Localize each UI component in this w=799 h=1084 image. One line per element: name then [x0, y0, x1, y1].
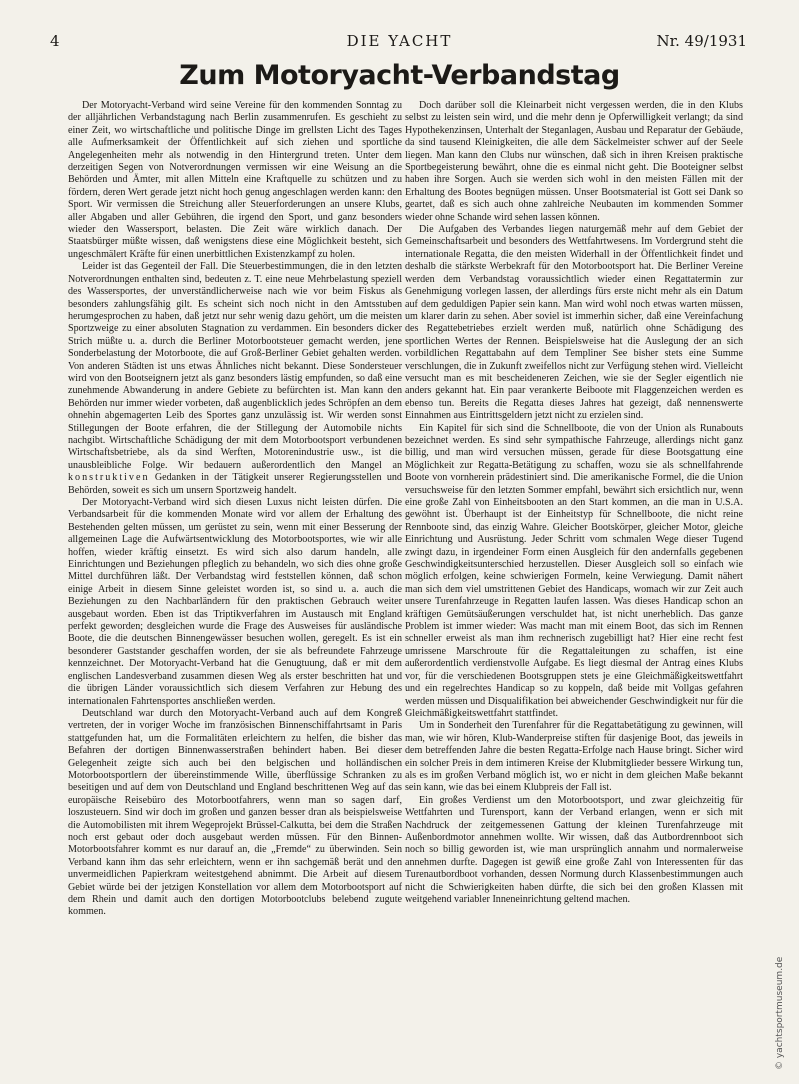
paragraph: Leider ist das Gegenteil der Fall. Die Steuerbestimmungen, die in den letzten Notverordnungen enthalten sind, bedeuten z. T. eine neue Mehrbelastung speziell des Wassersportes, der unverständlicherweise nach wie vor beim Fiskus als besonders zahlungsfähig gilt. Es scheint sich noch nicht in den Amtsstuben herumgesprochen zu haben, daß jetzt nur sehr wenig dazu gehört, um die meisten Sportzweige zu einer absoluten Stagnation zu verdammen. Ein besonders dicker Strich müßte u. a. durch die Berliner Motorbootsteuer gemacht werden, jene Sonderbelastung der Motorboote, die auf Groß-Berliner Gebiet gehalten werden. Von anderen Städten ist uns etwas Ähnliches nicht bekannt. Diese Sondersteuer wird von den Bootseignern jetzt als ganz besonders lästig empfunden, so daß eine zunehmende Abwanderung in andere Gebiete zu befürchten ist. Man kann den Behörden nur immer wieder vorbeten, daß augenblicklich jedes Schröpfen an dem ohnehin abgemagerten Leib des Sportes ganz unzulässig ist. Wir werden sonst Stillegungen der Boote erfahren, die der Stillegung der Automobile nichts nachgibt. Wirtschaftliche Schädigung der mit dem Motorbootsport verbundenen Wirtschaftsbetriebe, als da sind Werften, Motorenindustrie usw., ist die unausbleibliche Folge. Wir bedauern außerordentlich den Mangel an konstruktiven Gedanken in der Tätigkeit unserer Regierungsstellen und Behörden, soweit es sich um unsern Sportzweig handelt. — [68, 261, 402, 496]
paragraph: Ein großes Verdienst um den Motorbootsport, und zwar gleichzeitig für Wettfahrten und Turensport, kann der Verband erlangen, wenn er sich mit Nachdruck der zeitgemessenen Gattung der kleinen Turenfahrzeuge mit Außenbordmotor annehmen wollte. Wir wissen, daß das Autbordrennboot sich noch so billig geworden ist, wie man ursprünglich annahm und normalerweise annehmen durfte. Dagegen ist gewiß eine große Zahl von Interessenten für das Turenautbordboot vorhanden, dessen Normung durch Klassenbestimmungen auch nicht die Schwierigkeiten haben dürfte, die sich bei den großen Klassen mit weitgehend variabler Inneneinrichtung geltend machen. — [405, 794, 743, 905]
spaced-word: konstruktiven — [68, 472, 150, 484]
issue-number: Nr. 49/1931 — [656, 32, 747, 50]
page-number: 4 — [50, 32, 60, 50]
paragraph: Doch darüber soll die Kleinarbeit nicht vergessen werden, die in den Klubs selbst zu leisten sein wird, und die mehr denn je Opferwilligkeit verlangt; da sind Hypothekenzinsen, Unterhalt der Steganlagen, Ausbau und Reparatur der Gebäude, da sind tausend Kleinigkeiten, die alle dem Säckelmeister schwer auf der Seele liegen. Man kann den Clubs nur wünschen, daß sich in ihren Kreisen praktische Sportbegeisterung bewährt, ohne die es einmal nicht geht. Die Booteigner selbst haben ihre Sorgen. Auch sie werden sich wohl in den meisten Fällen mit der Erhaltung des Bootes begnügen müssen. Unser Bootsmaterial ist Gott sei Dank so geartet, daß es sich auch ohne zahlreiche Neubauten im kommenden Sommer wieder ohne Schande wird sehen lassen können. — [405, 100, 743, 223]
paragraph: Der Motoryacht-Verband wird seine Vereine für den kommenden Sonntag zu der alljährlichen Verbandstagung nach Berlin zusammenrufen. Es geschieht zu einer Zeit, wo wirtschaftliche und politische Dinge im grellsten Licht des Tages alle Aufmerksamkeit der Öffentlichkeit auf sich ziehen und sportliche Angelegenheiten mehr als notwendig in den Hintergrund treten. Unter dem derzeitigen Segen von Notverordnungen vermissen wir eine Weisung an die Behörden und Ämter, mit allen Mitteln eine Kraftquelle zu schützen und zu fördern, deren Wert gerade jetzt nicht hoch genug angeschlagen werden kann: den Sport. Wir vermissen die Streichung aller Steuerforderungen an unsere Klubs, aller Abgaben und aller Gebühren, die irgend den Sport, und ganz besonders wieder den Wassersport, belasten. Die Zeit wäre wirklich danach. Der Staatsbürger müßte wissen, daß wenigstens diese eine Möglichkeit besteht, sich ungeschmälert Kräfte für einen unerbittlichen Existenzkampf zu holen. — [68, 100, 402, 260]
right-column — [405, 100, 743, 906]
article-title: Zum Motoryacht-Verbandstag — [179, 60, 620, 91]
watermark: © yachtsportmuseum.de — [775, 956, 785, 1070]
paragraph: Deutschland war durch den Motoryacht-Verband auch auf dem Kongreß vertreten, der in voriger Woche im französischen Binnenschiffahrtsamt in Paris stattgefunden hat, um die Formalitäten erleichtern zu helfen, die bisher das Befahren der dortigen Binnenwasserstraßen behindert haben. Bei dieser Gelegenheit zeigte sich auch bei den belgischen und holländischen Motorbootsportlern der übereinstimmende Wille, überflüssige Schranken zu beseitigen und auf dem von Deutschland und England beschrittenen Weg auf das europäische Reisebüro des Motorbootfahrers, wenn man so sagen darf, loszusteuern. Sind wir doch im großen und ganzen besser dran als beispielsweise die Automobilisten mit ihrem Wegeprojekt Brüssel-Calkutta, bei dem die Straßen noch erst gebaut oder doch ausgebaut werden müssen. Für den Binnen-Motorbootsfahrer kommt es nur darauf an, die „Fremde“ zu überwinden. Sein Verband kann ihm das sehr erleichtern, wenn er ihn sachgemäß berät und den unvermeidlichen Papierkram weitestgehend abnimmt. Die Arbeit auf diesem Gebiet würde bei der jetzigen Konstellation vor allem dem Motorbootsport auf dem Rhein und damit auch den dortigen Motorbootclubs belebend zugute kommen. — [68, 707, 402, 918]
magazine-name: DIE YACHT — [346, 32, 453, 50]
paragraph: Die Aufgaben des Verbandes liegen naturgemäß mehr auf dem Gebiet der Gemeinschaftsarbeit und besonders des Wettfahrtwesens. Im Vordergrund steht die internationale Regatta, die den meisten Widerhall in der Öffentlichkeit findet und deshalb die stärkste Werbekraft für den Motorbootsport hat. Die Berliner Vereine werden dem Verbandstag voraussichtlich wieder einen Regattatermin zur Genehmigung vorlegen lassen, der allerdings fürs erste nicht mehr als ein Datum auf dem geduldigen Papier sein kann. Man wird wohl noch etwas warten müssen, um klarer darin zu sehen. Aber soviel ist immerhin sicher, daß eine Vereinfachung des Regattebetriebes erzielt werden muß, natürlich ohne Schädigung des sportlichen Wertes der Rennen. Beispielsweise hat die Auslegung der an sich vorbildlichen Regattabahn auf dem Templiner See bisher stets eine Summe verschlungen, die in Zukunft zweifellos nicht zur Verfügung stehen wird. Vielleicht versucht man es mit bescheideneren Zeichen, wie sie der Segler eigentlich nie anders gekannt hat. Ein paar verankerte Beiboote mit Flaggenzeichen werden es ebenso tun. Bereits die Regatta dieses Jahres hat gezeigt, daß nennenswerte Einnahmen aus Eintrittsgeldern jetzt nicht zu erzielen sind. — [405, 224, 743, 422]
paragraph: Ein Kapitel für sich sind die Schnellboote, die von der Union als Runabouts bezeichnet werden. Es sind sehr sympathische Fahrzeuge, allerdings nicht ganz billig, und man wird versuchen müssen, gerade für diese Bootsgattung eine Möglichkeit zur Regatta-Betätigung zu schaffen, wozu sie als schnellfahrende Boote von vornherein prädestiniert sind. Die amerikanische Formel, die die Union versuchsweise für den letzten Sommer empfahl, bewährt sich ersichtlich nur, wenn eine große Zahl von Einheitsbooten an den Start kommen, an die man in U.S.A. gewöhnt ist. Überhaupt ist der Einheitstyp für Schnellboote, die nicht reine Rennboote sind, das einzig Wahre. Gleicher Bootskörper, gleicher Motor, gleiche Einrichtung und Ausrüstung. Jeder Schritt vom schmalen Wege dieser Tugend zwingt dazu, in irgendeiner Form einen Ausgleich für den andernfalls gegebenen Geschwindigkeitsunterschied herzustellen. Dieser Ausgleich soll so einfach wie möglich erfolgen, keine schwierigen Formeln, keine Verwiegung. Damit nähert man sich dem viel umstrittenen Gebiet des Handicaps, womach wir zur Zeit auch unsere Turenfahrzeuge in Regatten laufen lassen. Was dieses Handicap schon an kräftigen Gemütsäußerungen verschuldet hat, ist nicht unerheblich. Das ganze Problem ist immer wieder: Was macht man mit einem Boot, das sich im Rennen schneller erweist als man ihm rechnerisch zugebilligt hat? Hier eine recht fest umrissene Marschroute für die Regattaleitungen zu schaffen, ist eine außerordentlich verdienstvolle Aufgabe. Es liegt diesmal der Antrag eines Klubs vor, für die verschiedenen Bootsgruppen stets je eine Gleichmäßigkeitswettfahrt und ein regelrechtes Handicap so zu koppeln, daß beide mit Vollgas gefahren werden müssen und Disqualifikation bei abweichender Geschwindigkeit nur für die Gleichmäßigkeitswettfahrt stattfindet. — [405, 422, 743, 719]
paragraph: Um in Sonderheit den Turenfahrer für die Regattabetätigung zu gewinnen, will man, wie wir hören, Klub-Wanderpreise stiften für dasjenige Boot, das jeweils in dem betreffenden Jahre die besten Regatta-Erfolge nach Hause bringt. Sicher wird ein solcher Preis in dem intimeren Kreise der Klubmitglieder bessere Wirkung tun, als es im großen Verband möglich ist, wo er nicht in dem gleichen Maße bekannt sein kann, wie das bei einem Klubpreis der Fall ist. — [405, 720, 743, 794]
left-column — [68, 100, 402, 919]
paragraph: Der Motoryacht-Verband wird sich diesen Luxus nicht leisten dürfen. Die Verbandsarbeit für die kommenden Monate wird vor allem der Erhaltung des Bestehenden gelten müssen, um gerüstet zu sein, wenn mit einer Besserung der allgemeinen Lage die Aufwärtsentwicklung des Motorbootsportes, wie wir alle hoffen, wieder kräftig einsetzt. Es wird sich also darum handeln, alle Einrichtungen und Beziehungen pfleglich zu behandeln, wo sich dies ohne große Mittel durchführen läßt. Der Verbandstag wird feststellen können, daß schon einige Arbeit in diesem Sinne geleistet worden ist, so sind u. a. auch die Beziehungen zu den Nachbarländern für den praktischen Gebrauch weiter ausgebaut worden. Eben ist das Triptikverfahren im Austausch mit England perfekt geworden; desgleichen wurde die Frage des Ausweises für ausländische Boote, die die deutschen Binnengewässer besuchen wollen, geregelt. Es ist ein besonderer Gaststander geschaffen worden, der sie als befreundete Fahrzeuge kennzeichnet. Der Motoryacht-Verband hat die Genugtuung, daß er mit dem englischen Landesverband zusammen diesen Weg als erster beschritten hat und die übrigen Länder voraussichtlich sich diesem Verfahren zur Hebung des internationalen Fahrtensportes anschließen werden. — [68, 497, 402, 707]
